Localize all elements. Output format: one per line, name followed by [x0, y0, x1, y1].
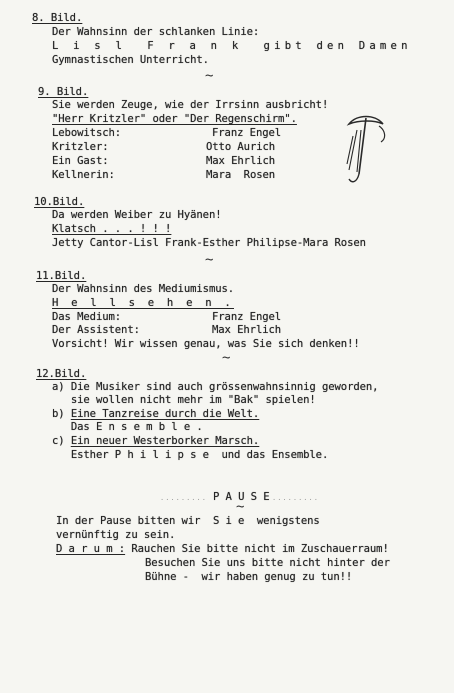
scene-9-line-1: Sie werden Zeuge, wie der Irrsinn ausbricht!: [52, 99, 329, 111]
pause-line-5: Bühne - wir haben genug zu tun!!: [145, 571, 353, 583]
scene-10-line-2: Klatsch . . . ! ! !: [52, 223, 172, 235]
scene-12-heading: 12.Bild.: [36, 368, 87, 380]
scene-10-heading: 10.Bild.: [34, 196, 85, 208]
cast-role: Das Medium:: [52, 311, 122, 323]
scene-8-line-3: Gymnastischen Unterricht.: [52, 54, 209, 66]
cast-role: Lebowitsch:: [52, 127, 122, 139]
scene-11-line-2: H e l l s e h e n .: [52, 297, 234, 309]
cast-actor: Max Ehrlich: [212, 324, 282, 336]
scene-12-item-c-line-2: Esther P h i l i p s e und das Ensemble.: [52, 449, 329, 461]
darum-label: D a r u m :: [56, 543, 126, 555]
scene-9-line-2: "Herr Kritzler" oder "Der Regenschirm".: [52, 113, 297, 125]
scene-11-heading: 11.Bild.: [36, 270, 87, 282]
pause-dots-right: .........: [272, 494, 319, 502]
scene-10-line-3: Jetty Cantor-Lisl Frank-Esther Philipse-Mara Rosen: [52, 237, 366, 249]
scene-8-line-2: L i s l F r a n k gibt den Damen: [52, 40, 412, 52]
separator-ornament: ~: [205, 252, 214, 268]
scene-12-item-a-line-1: a) Die Musiker sind auch grössenwahnsinnig geworden,: [52, 381, 379, 393]
scene-12-item-b-line-2: Das E n s e m b l e .: [52, 421, 203, 433]
pause-dots-left: .........: [160, 494, 207, 502]
scene-8-line-1: Der Wahnsinn der schlanken Linie:: [52, 26, 260, 38]
scene-11-line-3: Vorsicht! Wir wissen genau, was Sie sich denken!!: [52, 338, 360, 350]
item-c-title: Ein neuer Westerborker Marsch.: [70, 435, 260, 447]
cast-actor: Franz Engel: [212, 311, 282, 323]
pause-darum-line: [56, 543, 389, 556]
scene-12-item-b-line-1: [52, 408, 259, 421]
item-b-prefix: b): [52, 408, 71, 420]
item-b-title: Eine Tanzreise durch die Welt.: [70, 408, 260, 420]
cast-role: Kritzler:: [52, 141, 109, 153]
pause-line-1: In der Pause bitten wir S i e wenigstens: [56, 515, 320, 527]
separator-ornament: ~: [222, 350, 231, 366]
darum-text: Rauchen Sie bitte nicht im Zuschauerraum!: [125, 543, 389, 555]
pause-title: P A U S E: [213, 491, 270, 503]
separator-ornament: ~: [236, 499, 245, 515]
scene-10-line-1: Da werden Weiber zu Hyänen!: [52, 209, 222, 221]
scene-12-item-c-line-1: [52, 435, 259, 448]
scene-12-item-a-line-2: sie wollen nicht mehr im "Bak" spielen!: [52, 394, 316, 406]
cast-actor: Mara Rosen: [206, 169, 276, 181]
scene-8-heading: 8. Bild.: [32, 12, 83, 24]
cast-role: Der Assistent:: [52, 324, 140, 336]
cast-actor: Franz Engel: [212, 127, 282, 139]
separator-ornament: ~: [205, 68, 214, 84]
scene-11-line-1: Der Wahnsinn des Mediumismus.: [52, 283, 235, 295]
cast-role: Kellnerin:: [52, 169, 115, 181]
cast-actor: Otto Aurich: [206, 141, 276, 153]
cast-role: Ein Gast:: [52, 155, 109, 167]
pause-line-4: Besuchen Sie uns bitte nicht hinter der: [145, 557, 390, 569]
scene-9-heading: 9. Bild.: [38, 86, 89, 98]
umbrella-sketch-icon: [335, 112, 391, 192]
cast-actor: Max Ehrlich: [206, 155, 276, 167]
pause-line-2: vernünftig zu sein.: [56, 529, 176, 541]
item-c-prefix: c): [52, 435, 71, 447]
